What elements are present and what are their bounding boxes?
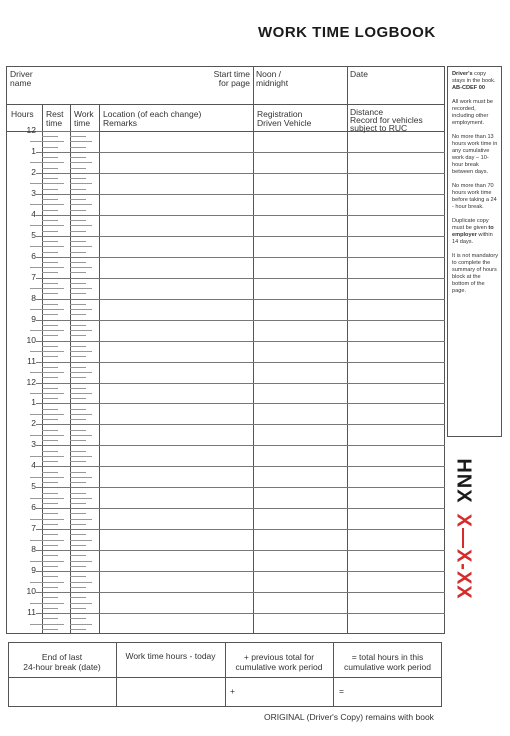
code-serial: X—X-XX	[452, 513, 475, 600]
hour-line	[36, 571, 99, 572]
hour-line	[36, 173, 99, 174]
row-line	[99, 362, 445, 363]
row-line	[99, 215, 445, 216]
hour-label: 10	[26, 586, 36, 597]
rest-time-tick[interactable]	[42, 199, 58, 200]
rest-time-tick[interactable]	[42, 435, 64, 436]
rest-time-tick[interactable]	[42, 624, 64, 625]
side-notice-panel	[447, 66, 502, 437]
rest-time-tick[interactable]	[42, 618, 58, 619]
hour-tick	[30, 141, 42, 142]
work-time-column-header: Work time	[74, 109, 94, 128]
divider	[253, 104, 254, 634]
hour-tick	[30, 435, 42, 436]
work-time-today-label: Work time hours - today	[125, 651, 216, 661]
hour-tick	[30, 204, 42, 205]
hour-tick	[30, 372, 42, 373]
work-time-tick[interactable]	[70, 262, 86, 263]
distance-column-header: Distance Record for vehicles subject to RUC	[350, 107, 423, 133]
rest-time-tick[interactable]	[42, 136, 58, 137]
rest-time-tick[interactable]	[42, 325, 58, 326]
rest-time-tick[interactable]	[42, 356, 58, 357]
rest-time-tick[interactable]	[42, 283, 58, 284]
rest-time-tick[interactable]	[42, 372, 64, 373]
previous-total-field[interactable]	[226, 678, 332, 706]
work-time-tick[interactable]	[70, 346, 86, 347]
row-line	[99, 194, 445, 195]
divider	[347, 66, 348, 104]
work-time-tick[interactable]	[70, 393, 92, 394]
rest-time-tick[interactable]	[42, 267, 64, 268]
row-line	[99, 529, 445, 530]
work-time-today-field[interactable]	[117, 678, 224, 706]
hour-tick	[30, 456, 42, 457]
rest-time-tick[interactable]	[42, 398, 58, 399]
work-time-tick[interactable]	[70, 451, 86, 452]
work-time-tick[interactable]	[70, 587, 86, 588]
rest-time-tick[interactable]	[42, 629, 58, 630]
row-line	[99, 445, 445, 446]
rest-time-tick[interactable]	[42, 482, 58, 483]
rest-time-tick[interactable]	[42, 472, 58, 473]
rest-time-tick[interactable]	[42, 566, 58, 567]
hour-line	[36, 466, 99, 467]
work-time-tick[interactable]	[70, 252, 86, 253]
work-time-tick[interactable]	[70, 189, 86, 190]
rest-time-tick[interactable]	[42, 409, 58, 410]
work-time-tick[interactable]	[70, 482, 86, 483]
rest-time-tick[interactable]	[42, 414, 64, 415]
divider	[347, 104, 348, 634]
row-line	[99, 424, 445, 425]
hour-tick	[30, 477, 42, 478]
row-line	[99, 403, 445, 404]
rest-time-tick[interactable]	[42, 351, 64, 352]
hour-line	[36, 320, 99, 321]
start-time-field[interactable]: Start time for page	[213, 69, 250, 88]
rest-time-tick[interactable]	[42, 545, 58, 546]
hour-line	[36, 299, 99, 300]
work-time-tick[interactable]	[70, 534, 86, 535]
hour-line	[36, 257, 99, 258]
work-time-tick[interactable]	[70, 493, 86, 494]
side-note-record: All work must be recorded, including other employment.	[452, 99, 494, 126]
hour-line	[36, 236, 99, 237]
rest-time-tick[interactable]	[42, 241, 58, 242]
row-line	[99, 299, 445, 300]
work-time-tick[interactable]	[70, 330, 92, 331]
hour-label: 6	[31, 502, 36, 513]
work-time-tick[interactable]	[70, 498, 92, 499]
work-time-tick[interactable]	[70, 618, 86, 619]
hour-tick	[30, 519, 42, 520]
row-line	[99, 278, 445, 279]
rest-time-tick[interactable]	[42, 246, 64, 247]
rest-time-tick[interactable]	[42, 157, 58, 158]
work-time-tick[interactable]	[70, 472, 86, 473]
row-line	[99, 550, 445, 551]
rest-time-tick[interactable]	[42, 393, 64, 394]
hour-tick	[30, 393, 42, 394]
hour-line	[36, 383, 99, 384]
work-time-tick[interactable]	[70, 356, 86, 357]
work-time-tick[interactable]	[70, 624, 92, 625]
rest-time-tick[interactable]	[42, 461, 58, 462]
hour-line	[36, 613, 99, 614]
rest-time-tick[interactable]	[42, 210, 58, 211]
work-time-tick[interactable]	[70, 503, 86, 504]
hour-label: 5	[31, 229, 36, 240]
work-time-tick[interactable]	[70, 597, 86, 598]
work-time-tick[interactable]	[70, 293, 86, 294]
hour-label: 4	[31, 208, 36, 219]
hour-label: 9	[31, 565, 36, 576]
work-time-tick[interactable]	[70, 204, 92, 205]
date-field[interactable]: Date	[350, 69, 368, 79]
rest-time-tick[interactable]	[42, 534, 58, 535]
hour-label: 9	[31, 313, 36, 324]
logbook-code	[449, 442, 477, 617]
rest-time-tick[interactable]	[42, 498, 64, 499]
side-note-70-hours: No more than 70 hours work time before taking a 24 - hour break.	[452, 183, 497, 210]
row-line	[99, 487, 445, 488]
hour-line	[36, 592, 99, 593]
registration-column-header: Registration Driven Vehicle	[257, 109, 312, 128]
hour-tick	[30, 414, 42, 415]
hour-tick	[30, 624, 42, 625]
work-time-tick[interactable]	[70, 335, 86, 336]
rest-time-tick[interactable]	[42, 519, 64, 520]
rest-time-tick[interactable]	[42, 555, 58, 556]
hour-label: 3	[31, 439, 36, 450]
hour-tick	[30, 330, 42, 331]
work-time-tick[interactable]	[70, 388, 86, 389]
work-time-tick[interactable]	[70, 288, 92, 289]
code-prefix: HNX	[452, 458, 475, 504]
end-of-last-break-field[interactable]	[9, 678, 115, 706]
work-time-tick[interactable]	[70, 377, 86, 378]
row-line	[99, 236, 445, 237]
hours-column-header: Hours	[11, 109, 34, 119]
hour-label: 2	[31, 418, 36, 429]
hour-line	[36, 194, 99, 195]
work-time-tick[interactable]	[70, 582, 92, 583]
rest-time-tick[interactable]	[42, 451, 58, 452]
rest-time-tick[interactable]	[42, 178, 58, 179]
equals-sign: =	[339, 686, 344, 696]
work-time-tick[interactable]	[70, 398, 86, 399]
rest-time-tick[interactable]	[42, 330, 64, 331]
rest-time-tick[interactable]	[42, 503, 58, 504]
hour-tick	[30, 225, 42, 226]
rest-time-tick[interactable]	[42, 419, 58, 420]
end-of-last-break-label: End of last 24-hour break (date)	[23, 652, 101, 672]
hour-label: 8	[31, 292, 36, 303]
work-time-tick[interactable]	[70, 576, 86, 577]
row-line	[99, 173, 445, 174]
work-time-tick[interactable]	[70, 267, 92, 268]
hour-label: 7	[31, 271, 36, 282]
work-time-tick[interactable]	[70, 477, 92, 478]
work-time-tick[interactable]	[70, 220, 86, 221]
rest-time-tick[interactable]	[42, 183, 64, 184]
row-line	[99, 571, 445, 572]
rest-time-tick[interactable]	[42, 377, 58, 378]
row-line	[99, 508, 445, 509]
work-time-tick[interactable]	[70, 545, 86, 546]
hour-line	[36, 152, 99, 153]
rest-time-tick[interactable]	[42, 346, 58, 347]
work-time-tick[interactable]	[70, 603, 92, 604]
work-time-tick[interactable]	[70, 414, 92, 415]
divider	[253, 66, 254, 104]
work-time-tick[interactable]	[70, 419, 86, 420]
location-column-header: Location (of each change) Remarks	[103, 109, 202, 128]
hour-line	[36, 341, 99, 342]
rest-time-tick[interactable]	[42, 540, 64, 541]
work-time-tick[interactable]	[70, 304, 86, 305]
side-note-duplicate: Duplicate copy must be given to employer within 14 days.	[452, 218, 494, 245]
total-hours-label: = total hours in this cumulative work period	[344, 652, 431, 672]
hour-tick	[30, 603, 42, 604]
hour-tick	[30, 540, 42, 541]
side-note-summary: It is not mandatory to complete the summary of hours block at the bottom of the page.	[452, 253, 499, 294]
work-time-tick[interactable]	[70, 272, 86, 273]
work-time-tick[interactable]	[70, 309, 92, 310]
work-time-tick[interactable]	[70, 524, 86, 525]
rest-time-tick[interactable]	[42, 335, 58, 336]
hour-label: 10	[26, 334, 36, 345]
hour-line	[36, 508, 99, 509]
work-time-tick[interactable]	[70, 183, 92, 184]
rest-time-tick[interactable]	[42, 288, 64, 289]
work-time-tick[interactable]	[70, 561, 92, 562]
hour-line	[36, 487, 99, 488]
rest-time-tick[interactable]	[42, 204, 64, 205]
rest-time-tick[interactable]	[42, 477, 64, 478]
hour-label: 12	[26, 376, 36, 387]
hour-label: 1	[31, 397, 36, 408]
row-line	[99, 592, 445, 593]
work-time-tick[interactable]	[70, 157, 86, 158]
work-time-tick[interactable]	[70, 314, 86, 315]
rest-time-tick[interactable]	[42, 493, 58, 494]
work-time-tick[interactable]	[70, 147, 86, 148]
total-hours-field[interactable]	[334, 678, 441, 706]
hour-tick	[30, 246, 42, 247]
rest-time-tick[interactable]	[42, 367, 58, 368]
hour-label: 2	[31, 166, 36, 177]
hour-tick	[30, 561, 42, 562]
hour-line	[36, 550, 99, 551]
hour-tick	[30, 351, 42, 352]
hour-tick	[30, 183, 42, 184]
divider	[6, 104, 445, 105]
rest-time-tick[interactable]	[42, 440, 58, 441]
work-time-tick[interactable]	[70, 351, 92, 352]
rest-time-tick[interactable]	[42, 388, 58, 389]
work-time-tick[interactable]	[70, 168, 86, 169]
rest-time-tick[interactable]	[42, 162, 64, 163]
work-time-tick[interactable]	[70, 566, 86, 567]
rest-time-tick[interactable]	[42, 220, 58, 221]
hour-line	[36, 131, 99, 132]
rest-time-tick[interactable]	[42, 524, 58, 525]
hour-line	[36, 215, 99, 216]
work-time-tick[interactable]	[70, 430, 86, 431]
page-title: WORK TIME LOGBOOK	[258, 24, 436, 41]
work-time-tick[interactable]	[70, 283, 86, 284]
work-time-tick[interactable]	[70, 246, 92, 247]
rest-time-tick[interactable]	[42, 147, 58, 148]
hour-line	[36, 445, 99, 446]
rest-time-tick[interactable]	[42, 272, 58, 273]
row-line	[99, 466, 445, 467]
hour-tick	[30, 498, 42, 499]
work-time-tick[interactable]	[70, 136, 86, 137]
rest-time-tick[interactable]	[42, 168, 58, 169]
driver-name-field[interactable]: Driver name	[10, 69, 33, 88]
hour-label: 5	[31, 481, 36, 492]
work-time-tick[interactable]	[70, 555, 86, 556]
work-time-tick[interactable]	[70, 210, 86, 211]
work-time-tick[interactable]	[70, 440, 86, 441]
rest-time-column-header: Rest time	[46, 109, 64, 128]
rest-time-tick[interactable]	[42, 513, 58, 514]
work-time-tick[interactable]	[70, 608, 86, 609]
hour-tick	[30, 267, 42, 268]
work-time-tick[interactable]	[70, 519, 92, 520]
rest-time-tick[interactable]	[42, 225, 64, 226]
work-time-tick[interactable]	[70, 367, 86, 368]
hour-label: 12	[26, 125, 36, 135]
work-time-tick[interactable]	[70, 540, 92, 541]
hour-label: 4	[31, 460, 36, 471]
plus-sign: +	[230, 686, 235, 696]
hour-line	[36, 424, 99, 425]
rest-time-tick[interactable]	[42, 262, 58, 263]
work-time-tick[interactable]	[70, 461, 86, 462]
work-time-tick[interactable]	[70, 409, 86, 410]
rest-time-tick[interactable]	[42, 576, 58, 577]
work-time-tick[interactable]	[70, 456, 92, 457]
hour-line	[36, 529, 99, 530]
rest-time-tick[interactable]	[42, 304, 58, 305]
work-time-tick[interactable]	[70, 372, 92, 373]
hour-line	[36, 362, 99, 363]
rest-time-tick[interactable]	[42, 430, 58, 431]
rest-time-tick[interactable]	[42, 314, 58, 315]
work-time-tick[interactable]	[70, 162, 92, 163]
work-time-tick[interactable]	[70, 629, 86, 630]
work-time-tick[interactable]	[70, 513, 86, 514]
footer-note: ORIGINAL (Driver's Copy) remains with book	[264, 712, 434, 722]
hour-label: 3	[31, 187, 36, 198]
rest-time-tick[interactable]	[42, 293, 58, 294]
divider	[99, 104, 100, 634]
work-time-tick[interactable]	[70, 325, 86, 326]
work-time-tick[interactable]	[70, 435, 92, 436]
hour-tick	[30, 309, 42, 310]
rest-time-tick[interactable]	[42, 608, 58, 609]
rest-time-tick[interactable]	[42, 561, 64, 562]
work-time-tick[interactable]	[70, 231, 86, 232]
rest-time-tick[interactable]	[42, 597, 58, 598]
rest-time-tick[interactable]	[42, 582, 64, 583]
hour-label: 6	[31, 250, 36, 261]
rest-time-tick[interactable]	[42, 141, 64, 142]
hour-label: 11	[27, 355, 36, 366]
work-time-tick[interactable]	[70, 225, 92, 226]
row-line	[99, 320, 445, 321]
row-line	[99, 613, 445, 614]
row-line	[99, 152, 445, 153]
row-line	[99, 383, 445, 384]
hour-tick	[30, 582, 42, 583]
hour-label: 11	[27, 607, 36, 618]
row-line	[99, 341, 445, 342]
rest-time-tick[interactable]	[42, 456, 64, 457]
rest-time-tick[interactable]	[42, 252, 58, 253]
work-time-tick[interactable]	[70, 241, 86, 242]
side-note-copy: Driver's copy stays in the book. AB-CDEF 00	[452, 71, 496, 91]
work-time-tick[interactable]	[70, 141, 92, 142]
hour-line	[36, 278, 99, 279]
hour-label: 8	[31, 544, 36, 555]
rest-time-tick[interactable]	[42, 587, 58, 588]
hour-label: 1	[31, 145, 36, 156]
rest-time-tick[interactable]	[42, 231, 58, 232]
hour-label: 7	[31, 523, 36, 534]
hour-tick	[30, 288, 42, 289]
work-time-tick[interactable]	[70, 178, 86, 179]
previous-total-label: + previous total for cumulative work period	[235, 652, 323, 672]
work-time-tick[interactable]	[70, 199, 86, 200]
side-note-13-hours: No more than 13 hours work time in any cumulative work day – 10-hour break between days.	[452, 134, 498, 175]
hour-tick	[30, 162, 42, 163]
row-line	[99, 257, 445, 258]
rest-time-tick[interactable]	[42, 603, 64, 604]
rest-time-tick[interactable]	[42, 189, 58, 190]
noon-midnight-label: Noon / midnight	[256, 69, 289, 88]
hour-line	[36, 403, 99, 404]
rest-time-tick[interactable]	[42, 309, 64, 310]
